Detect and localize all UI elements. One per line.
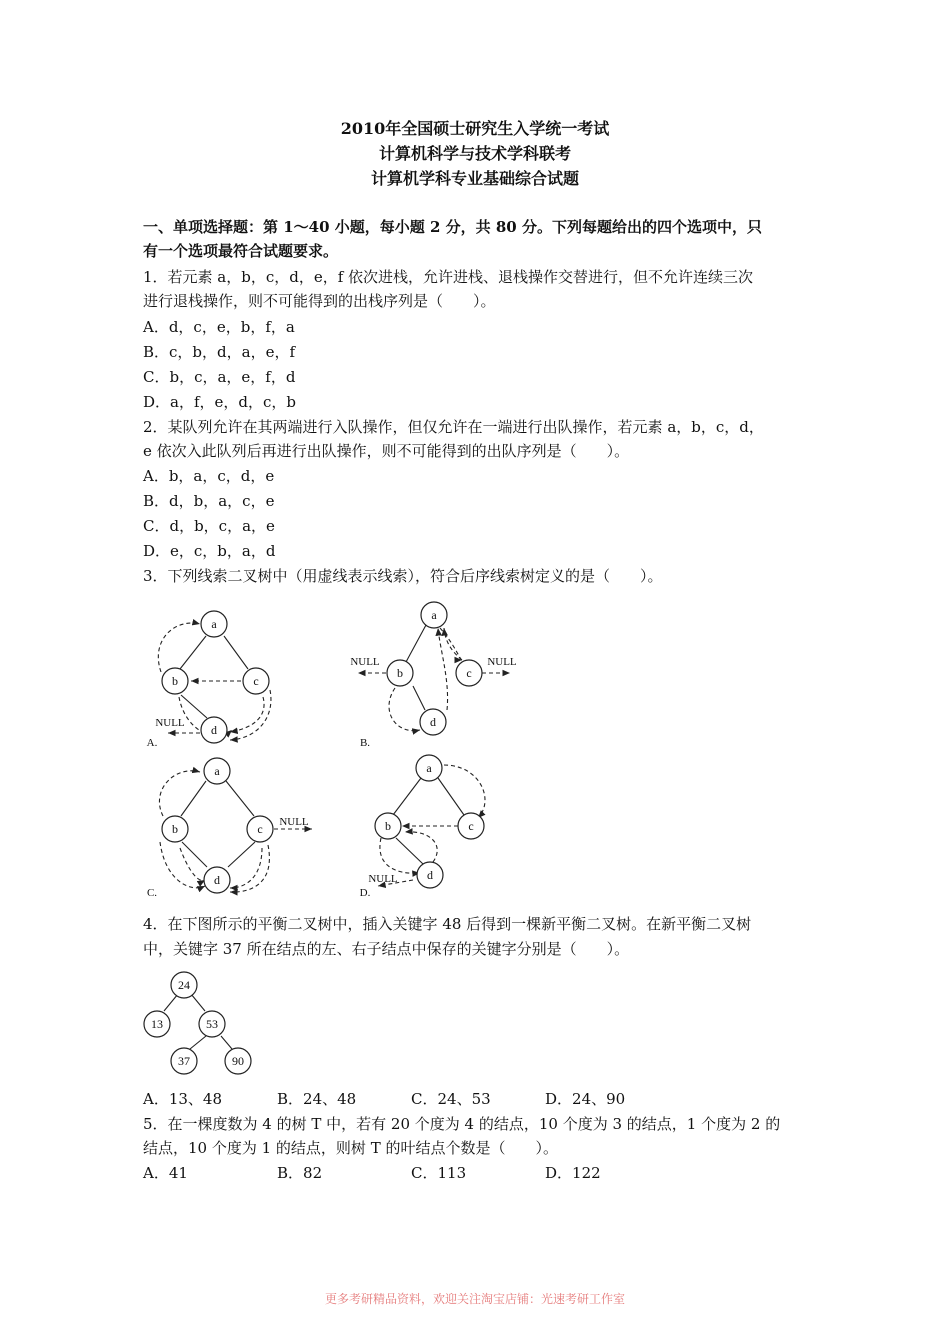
tree-d-node-c: c [468,819,474,833]
tree-c-node-a: a [214,764,220,778]
q5-option-b: B．82 [277,1164,323,1182]
tree-d-label: D. [359,887,371,899]
q1-option-a: A．d，c，e，b，f，a [143,318,295,336]
tree-c-node-c: c [257,822,263,836]
q4-option-a: A．13、48 [143,1090,223,1108]
section-heading: 一、单项选择题：第 1～40 小题，每小题 2 分，共 80 分。下列每题给出的四个选项中，只 [143,218,762,236]
tree-b-node-d: d [430,715,436,729]
tree-a-node-a: a [211,617,217,631]
q5-stem-cont: 结点，10 个度为 1 的结点，则树 T 的叶结点个数是（ ）。 [143,1139,558,1157]
tree-c-node-b: b [172,822,178,836]
q4-stem-cont: 中，关键字 37 所在结点的左、右子结点中保存的关键字分别是（ ）。 [143,940,630,958]
tree-c-node-d: d [214,873,220,887]
q4-node-rl: 37 [178,1054,190,1068]
footer-watermark: 更多考研精品资料，欢迎关注淘宝店铺：光速考研工作室 [324,1292,625,1306]
q5-option-d: D．122 [545,1164,601,1182]
tree-c-label: C. [146,887,158,899]
tree-d-node-a: a [426,761,432,775]
q4-node-right: 53 [206,1017,218,1031]
tree-a-node-d: d [211,723,217,737]
q1-stem-cont: 进行退栈操作，则不可能得到的出栈序列是（ ）。 [143,292,496,310]
q4-node-rr: 90 [232,1054,244,1068]
exam-title: 2010年全国硕士研究生入学统一考试 [340,119,610,138]
q2-option-d: D．e，c，b，a，d [143,542,276,560]
q2-stem: 2．某队列允许在其两端进行入队操作，但仅允许在一端进行出队操作，若元素 a，b，c，d， [143,418,764,436]
q4-option-b: B．24、48 [277,1090,357,1108]
tree-d-node-b: b [385,819,391,833]
tree-b-node-a: a [431,608,437,622]
q1-option-d: D．a，f，e，d，c，b [143,393,297,411]
tree-a-label: A. [146,737,158,749]
exam-subtitle-2: 计算机学科专业基础综合试题 [370,169,579,188]
q2-stem-cont: e 依次入此队列后再进行出队操作，则不可能得到的出队序列是（ ）。 [143,442,630,460]
q1-option-b: B．c，b，d，a，e，f [143,343,296,361]
q4-stem: 4．在下图所示的平衡二叉树中，插入关键字 48 后得到一棵新平衡二叉树。在新平衡二叉树 [143,915,752,933]
q5-option-a: A．41 [143,1164,188,1182]
tree-b-label: B. [359,737,371,749]
exam-subtitle: 计算机科学与技术学科联考 [378,144,571,163]
q2-option-a: A．b，a，c，d，e [143,467,275,485]
tree-a-null: NULL [155,717,185,729]
q1-stem: 1．若元素 a，b，c，d，e，f 依次进栈，允许进栈、退栈操作交替进行，但不允许连续三次 [143,268,754,286]
tree-b-node-c: c [466,666,472,680]
tree-d-null: NULL [368,873,398,885]
q1-option-c: C．b，c，a，e，f，d [143,368,296,386]
tree-d-node-d: d [427,868,433,882]
tree-a-node-b: b [172,674,178,688]
q4-node-root: 24 [178,978,190,992]
q4-node-left: 13 [151,1017,163,1031]
q5-option-c: C．113 [411,1164,467,1182]
tree-b-null-left: NULL [350,656,380,668]
tree-b-null-right: NULL [487,656,517,668]
tree-c-null: NULL [279,816,309,828]
tree-a-node-c: c [253,674,259,688]
q3-stem: 3．下列线索二叉树中（用虚线表示线索），符合后序线索树定义的是（ ）。 [143,567,663,585]
q2-option-c: C．d，b，c，a，e [143,517,275,535]
q4-option-c: C．24、53 [411,1090,491,1108]
tree-b-node-b: b [397,666,403,680]
section-heading-cont: 有一个选项最符合试题要求。 [143,242,339,260]
q4-option-d: D．24、90 [545,1090,626,1108]
q5-stem: 5．在一棵度数为 4 的树 T 中，若有 20 个度为 4 的结点，10 个度为 3 的结点，1 个度为 2 的 [143,1115,781,1133]
q2-option-b: B．d，b，a，c，e [143,492,275,510]
